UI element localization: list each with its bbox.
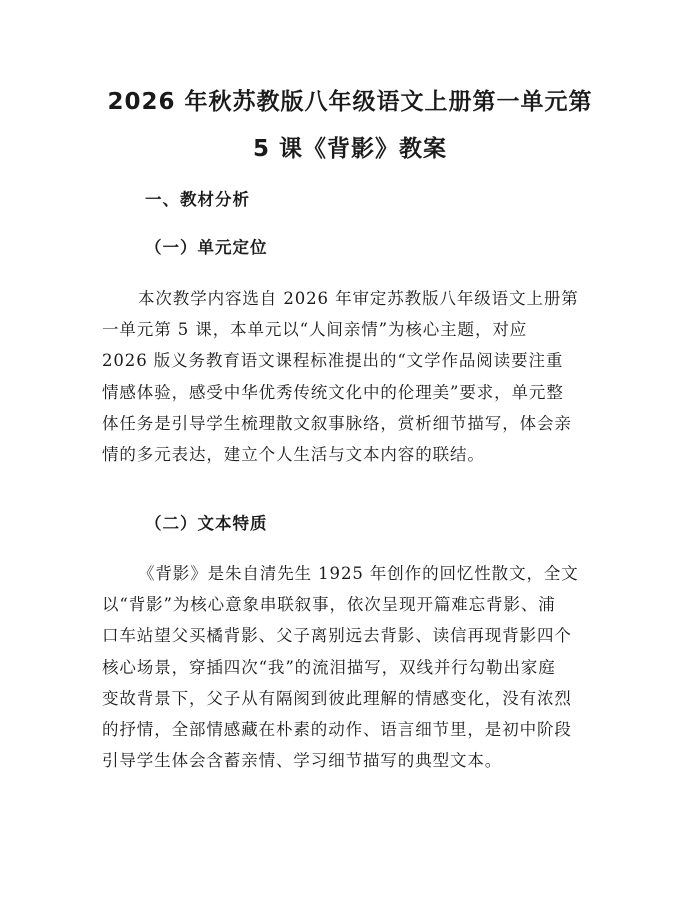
paragraph-line: 《背影》是朱自清先生 1925 年创作的回忆性散文，全文 [138,564,579,583]
paragraph-line: 一单元第 5 课，本单元以“人间亲情”为核心主题，对应 [102,320,528,340]
paragraph-line: 引导学生体会含蓄亲情、学习细节描写的典型文本。 [102,751,503,771]
section-heading-textbook-analysis: 一、教材分析 [145,190,250,209]
paragraph-line: 体任务是引导学生梳理散文叙事脉络，赏析细节描写，体会亲 [102,413,572,433]
document-title-line-2: 5 课《背影》教案 [252,136,447,162]
paragraph-line: 核心场景，穿插四次“我”的流泪描写，双线并行勾勒出家庭 [102,657,556,677]
paragraph-line: 以“背影”为核心意象串联叙事，依次呈现开篇难忘背影、浦 [102,595,556,615]
paragraph-line: 口车站望父买橘背影、父子离别远去背影、读信再现背影四个 [102,626,572,646]
paragraph-line: 的抒情，全部情感藏在朴素的动作、语言细节里，是初中阶段 [102,720,572,740]
paragraph-line: 2026 版义务教育语文课程标准提出的“文学作品阅读要注重 [102,351,564,371]
subsection-heading-text-features: （二）文本特质 [145,514,268,533]
paragraph-line: 情的多元表达，建立个人生活与文本内容的联结。 [102,445,485,465]
paragraph-line: 变故背景下，父子从有隔阂到彼此理解的情感变化，没有浓烈 [102,688,572,708]
paragraph-unit-positioning [102,283,598,470]
paragraph-line: 情感体验，感受中华优秀传统文化中的伦理美”要求，单元整 [102,382,564,402]
subsection-heading-unit-positioning: （一）单元定位 [145,238,268,257]
paragraph-text-features [102,558,598,776]
paragraph-line: 本次教学内容选自 2026 年审定苏教版八年级语文上册第 [138,289,579,308]
document-title-line-1: 2026 年秋苏教版八年级语文上册第一单元第 [107,89,593,115]
